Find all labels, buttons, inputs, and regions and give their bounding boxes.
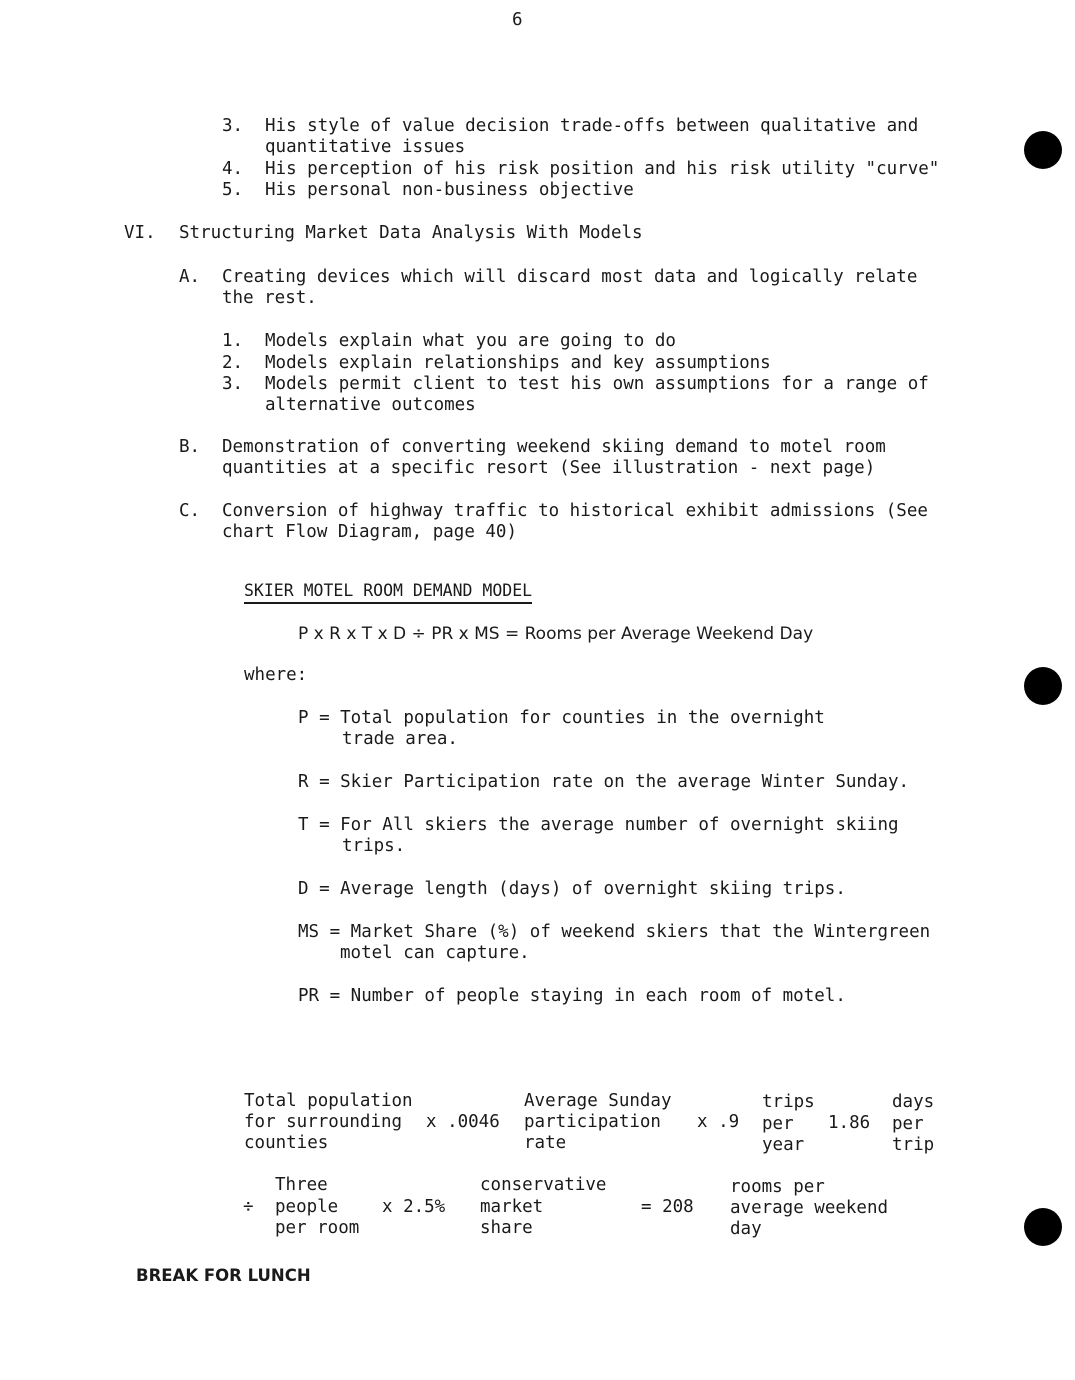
calc-operator: x .9: [697, 1112, 740, 1132]
definition-text: PR = Number of people staying in each room of motel.: [298, 986, 846, 1006]
calc-cell: counties: [244, 1133, 329, 1153]
where-label: where:: [244, 665, 308, 685]
definition-text: P = Total population for counties in the overnight: [298, 708, 825, 728]
break-for-lunch: BREAK FOR LUNCH: [136, 1266, 311, 1285]
definition-text: motel can capture.: [340, 943, 530, 963]
list-item-text: quantitative issues: [265, 137, 466, 157]
item-text: the rest.: [222, 288, 317, 308]
list-item-number: 1.: [222, 331, 244, 351]
item-text: Conversion of highway traffic to historical exhibit admissions (See: [222, 501, 928, 521]
punch-hole-icon: [1024, 667, 1062, 705]
calc-operator: x .0046: [426, 1112, 500, 1132]
calc-cell: conservative: [480, 1175, 607, 1195]
section-title: Structuring Market Data Analysis With Models: [179, 223, 643, 243]
calc-cell: share: [480, 1218, 533, 1238]
calc-cell: Three: [275, 1175, 328, 1195]
definition-text: MS = Market Share (%) of weekend skiers that the Wintergreen: [298, 922, 931, 942]
punch-hole-icon: [1024, 1208, 1062, 1246]
calc-operator: ÷: [243, 1197, 254, 1217]
list-item-text: His perception of his risk position and his risk utility "curve": [265, 159, 940, 179]
calc-cell: Average Sunday: [524, 1091, 672, 1111]
calc-cell: Total population: [244, 1091, 413, 1111]
list-item-number: 2.: [222, 353, 244, 373]
section-number: VI.: [124, 223, 156, 243]
definition-text: trade area.: [342, 729, 458, 749]
definition-text: D = Average length (days) of overnight skiing trips.: [298, 879, 846, 899]
calc-cell: days: [892, 1092, 935, 1112]
item-text: Creating devices which will discard most data and logically relate: [222, 267, 918, 287]
calc-operator: 1.86: [828, 1113, 871, 1133]
list-item-text: Models explain what you are going to do: [265, 331, 676, 351]
item-letter: B.: [179, 437, 201, 457]
calc-cell: per room: [275, 1218, 360, 1238]
calc-cell: year: [762, 1135, 805, 1155]
list-item-number: 5.: [222, 180, 244, 200]
list-item-text: His style of value decision trade-offs between qualitative and: [265, 116, 919, 136]
calc-cell: participation: [524, 1112, 661, 1132]
item-letter: C.: [179, 501, 201, 521]
definition-text: trips.: [342, 836, 406, 856]
calc-cell: trips: [762, 1092, 815, 1112]
list-item-text: His personal non-business objective: [265, 180, 634, 200]
calc-cell: rate: [524, 1133, 567, 1153]
list-item-text: Models explain relationships and key assumptions: [265, 353, 771, 373]
model-formula: P x R x T x D ÷ PR x MS = Rooms per Average Weekend Day: [298, 624, 814, 644]
list-item-number: 4.: [222, 159, 244, 179]
calc-operator: x 2.5%: [382, 1197, 446, 1217]
calc-cell: for surrounding: [244, 1112, 403, 1132]
calc-cell: trip: [892, 1135, 935, 1155]
item-text: chart Flow Diagram, page 40): [222, 522, 518, 542]
punch-hole-icon: [1024, 131, 1062, 169]
calc-cell: rooms per: [730, 1177, 825, 1197]
calc-cell: per: [892, 1114, 924, 1134]
calc-cell: day: [730, 1219, 762, 1239]
model-title: SKIER MOTEL ROOM DEMAND MODEL: [244, 580, 532, 604]
list-item-number: 3.: [222, 374, 244, 394]
list-item-text: Models permit client to test his own assumptions for a range of: [265, 374, 929, 394]
calc-cell: people: [275, 1197, 339, 1217]
list-item-number: 3.: [222, 116, 244, 136]
definition-text: T = For All skiers the average number of overnight skiing: [298, 815, 899, 835]
list-item-text: alternative outcomes: [265, 395, 476, 415]
item-text: quantities at a specific resort (See illustration - next page): [222, 458, 876, 478]
calc-operator: = 208: [641, 1197, 694, 1217]
calc-cell: per: [762, 1114, 794, 1134]
definition-text: R = Skier Participation rate on the average Winter Sunday.: [298, 772, 910, 792]
page-number: 6: [512, 10, 523, 30]
calc-cell: market: [480, 1197, 544, 1217]
item-text: Demonstration of converting weekend skiing demand to motel room: [222, 437, 886, 457]
calc-cell: average weekend: [730, 1198, 889, 1218]
item-letter: A.: [179, 267, 201, 287]
